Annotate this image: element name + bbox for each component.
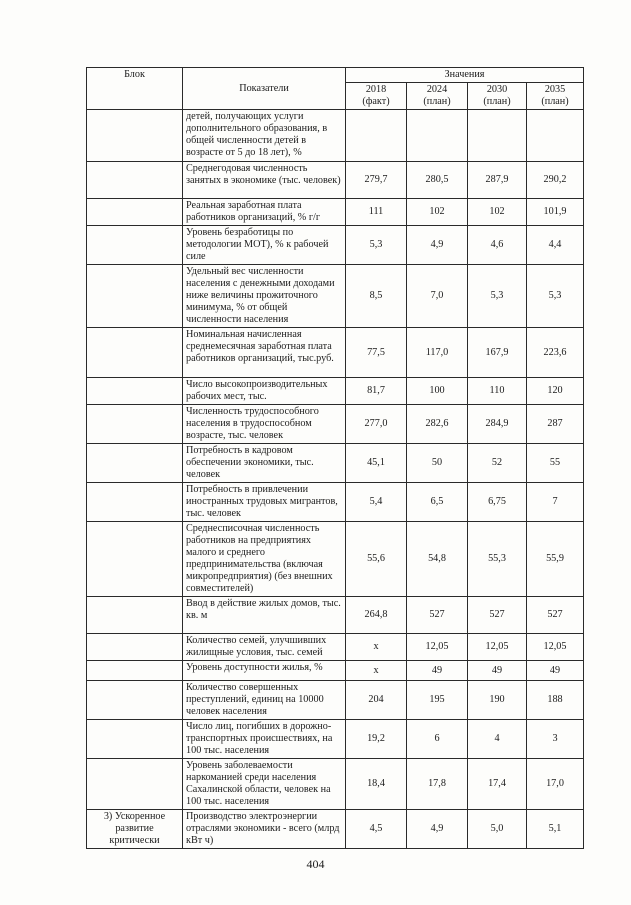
header-year-2030 [468, 83, 527, 110]
value-cell-2024: 17,8 [407, 759, 468, 810]
block-cell [87, 634, 183, 661]
indicator-cell: Уровень доступности жилья, % [183, 661, 346, 681]
value-cell-2018: 81,7 [346, 378, 407, 405]
indicator-cell: детей, получающих услуги дополнительного образования, в общей численности детей в возрасте от 5 до 18 лет), % [183, 110, 346, 162]
value-cell-2024 [407, 110, 468, 162]
table-row [87, 597, 584, 634]
value-cell-2024: 282,6 [407, 405, 468, 444]
table-row [87, 634, 584, 661]
value-cell-2035: 4,4 [527, 226, 584, 265]
value-cell-2030: 167,9 [468, 328, 527, 378]
value-cell-2030: 110 [468, 378, 527, 405]
indicator-cell: Уровень безработицы по методологии МОТ), % к рабочей силе [183, 226, 346, 265]
table-row [87, 661, 584, 681]
table-row [87, 483, 584, 522]
value-cell-2018: х [346, 661, 407, 681]
value-cell-2024: 280,5 [407, 162, 468, 199]
value-cell-2018: 111 [346, 199, 407, 226]
indicator-cell: Потребность в привлечении иностранных трудовых мигрантов, тыс. человек [183, 483, 346, 522]
table-row [87, 110, 584, 162]
table-row [87, 759, 584, 810]
value-cell-2018: 277,0 [346, 405, 407, 444]
table-row [87, 328, 584, 378]
value-cell-2030: 102 [468, 199, 527, 226]
table-row [87, 444, 584, 483]
indicator-cell: Удельный вес численности населения с денежными доходами ниже величины прожиточного минимума, % от общей численности населения [183, 265, 346, 328]
indicator-cell: Среднегодовая численность занятых в экономике (тыс. человек) [183, 162, 346, 199]
value-cell-2024: 50 [407, 444, 468, 483]
header-year-value: 2035 [544, 84, 566, 95]
indicator-cell: Численность трудоспособного населения в трудоспособном возрасте, тыс. человек [183, 405, 346, 444]
indicator-cell: Производство электроэнергии отраслями экономики - всего (млрд кВт ч) [183, 810, 346, 849]
value-cell-2030: 49 [468, 661, 527, 681]
indicator-cell: Число высокопроизводительных рабочих мест, тыс. [183, 378, 346, 405]
indicators-table [86, 67, 584, 849]
block-cell [87, 378, 183, 405]
block-cell [87, 328, 183, 378]
block-cell [87, 265, 183, 328]
value-cell-2018: 55,6 [346, 522, 407, 597]
header-year-kind: (план) [483, 96, 511, 107]
block-cell [87, 226, 183, 265]
value-cell-2035: 55 [527, 444, 584, 483]
value-cell-2018: 204 [346, 681, 407, 720]
value-cell-2035: 287 [527, 405, 584, 444]
value-cell-2030: 17,4 [468, 759, 527, 810]
block-cell [87, 162, 183, 199]
value-cell-2030: 6,75 [468, 483, 527, 522]
page-number: 404 [306, 857, 325, 871]
value-cell-2024: 54,8 [407, 522, 468, 597]
value-cell-2035: 12,05 [527, 634, 584, 661]
value-cell-2024: 527 [407, 597, 468, 634]
header-year-value: 2018 [365, 84, 387, 95]
table-row [87, 265, 584, 328]
value-cell-2030: 190 [468, 681, 527, 720]
value-cell-2024: 6,5 [407, 483, 468, 522]
value-cell-2035: 527 [527, 597, 584, 634]
value-cell-2035: 223,6 [527, 328, 584, 378]
block-cell [87, 483, 183, 522]
block-cell [87, 444, 183, 483]
value-cell-2035: 5,1 [527, 810, 584, 849]
indicator-cell: Реальная заработная плата работников организаций, % г/г [183, 199, 346, 226]
block-cell [87, 199, 183, 226]
value-cell-2024: 12,05 [407, 634, 468, 661]
indicator-cell: Количество совершенных преступлений, единиц на 10000 человек населения [183, 681, 346, 720]
value-cell-2018: 19,2 [346, 720, 407, 759]
header-year-value: 2024 [426, 84, 448, 95]
value-cell-2024: 102 [407, 199, 468, 226]
value-cell-2030: 527 [468, 597, 527, 634]
value-cell-2035: 55,9 [527, 522, 584, 597]
block-cell [87, 759, 183, 810]
value-cell-2030: 287,9 [468, 162, 527, 199]
value-cell-2024: 4,9 [407, 810, 468, 849]
value-cell-2030: 4 [468, 720, 527, 759]
table-row [87, 810, 584, 849]
header-indicators: Показатели [183, 68, 346, 110]
header-values: Значения [346, 68, 584, 83]
header-year-2035 [527, 83, 584, 110]
table-row [87, 405, 584, 444]
value-cell-2018 [346, 110, 407, 162]
value-cell-2030 [468, 110, 527, 162]
block-cell [87, 661, 183, 681]
block-cell [87, 720, 183, 759]
table-row [87, 199, 584, 226]
table-row [87, 226, 584, 265]
header-year-2018 [346, 83, 407, 110]
value-cell-2024: 7,0 [407, 265, 468, 328]
header-year-2024 [407, 83, 468, 110]
table-row [87, 681, 584, 720]
indicator-cell: Номинальная начисленная среднемесячная заработная плата работников организаций, тыс.руб. [183, 328, 346, 378]
value-cell-2018: 5,3 [346, 226, 407, 265]
block-cell: 3) Ускоренное развитие критически [87, 810, 183, 849]
value-cell-2018: 5,4 [346, 483, 407, 522]
value-cell-2035 [527, 110, 584, 162]
table-row [87, 162, 584, 199]
value-cell-2018: 279,7 [346, 162, 407, 199]
value-cell-2035: 49 [527, 661, 584, 681]
value-cell-2018: 264,8 [346, 597, 407, 634]
indicator-cell: Ввод в действие жилых домов, тыс. кв. м [183, 597, 346, 634]
value-cell-2030: 4,6 [468, 226, 527, 265]
value-cell-2030: 55,3 [468, 522, 527, 597]
indicator-cell: Уровень заболеваемости наркоманией среди населения Сахалинской области, человек на 100 тыс. населения [183, 759, 346, 810]
value-cell-2018: 18,4 [346, 759, 407, 810]
value-cell-2030: 12,05 [468, 634, 527, 661]
table-row [87, 720, 584, 759]
value-cell-2018: 4,5 [346, 810, 407, 849]
value-cell-2024: 117,0 [407, 328, 468, 378]
block-cell [87, 681, 183, 720]
indicator-cell: Число лиц, погибших в дорожно-транспортных происшествиях, на 100 тыс. населения [183, 720, 346, 759]
value-cell-2035: 120 [527, 378, 584, 405]
header-block: Блок [87, 68, 183, 110]
value-cell-2024: 100 [407, 378, 468, 405]
value-cell-2024: 195 [407, 681, 468, 720]
block-cell [87, 110, 183, 162]
block-cell [87, 522, 183, 597]
value-cell-2030: 5,3 [468, 265, 527, 328]
value-cell-2024: 4,9 [407, 226, 468, 265]
value-cell-2018: 8,5 [346, 265, 407, 328]
indicator-cell: Потребность в кадровом обеспечении экономики, тыс. человек [183, 444, 346, 483]
value-cell-2035: 3 [527, 720, 584, 759]
value-cell-2030: 52 [468, 444, 527, 483]
block-cell [87, 597, 183, 634]
header-year-kind: (план) [541, 96, 569, 107]
indicator-cell: Количество семей, улучшивших жилищные условия, тыс. семей [183, 634, 346, 661]
value-cell-2018: 77,5 [346, 328, 407, 378]
value-cell-2018: х [346, 634, 407, 661]
block-cell [87, 405, 183, 444]
value-cell-2035: 17,0 [527, 759, 584, 810]
value-cell-2035: 188 [527, 681, 584, 720]
value-cell-2024: 6 [407, 720, 468, 759]
header-year-kind: (план) [423, 96, 451, 107]
value-cell-2024: 49 [407, 661, 468, 681]
table-row [87, 378, 584, 405]
header-year-kind: (факт) [362, 96, 390, 107]
value-cell-2030: 284,9 [468, 405, 527, 444]
value-cell-2035: 290,2 [527, 162, 584, 199]
value-cell-2035: 5,3 [527, 265, 584, 328]
table-row [87, 522, 584, 597]
value-cell-2035: 7 [527, 483, 584, 522]
value-cell-2018: 45,1 [346, 444, 407, 483]
indicator-cell: Среднесписочная численность работников на предприятиях малого и среднего предпринимательства (включая микропредприятия) (без внешних совместителей) [183, 522, 346, 597]
value-cell-2035: 101,9 [527, 199, 584, 226]
value-cell-2030: 5,0 [468, 810, 527, 849]
header-year-value: 2030 [486, 84, 508, 95]
